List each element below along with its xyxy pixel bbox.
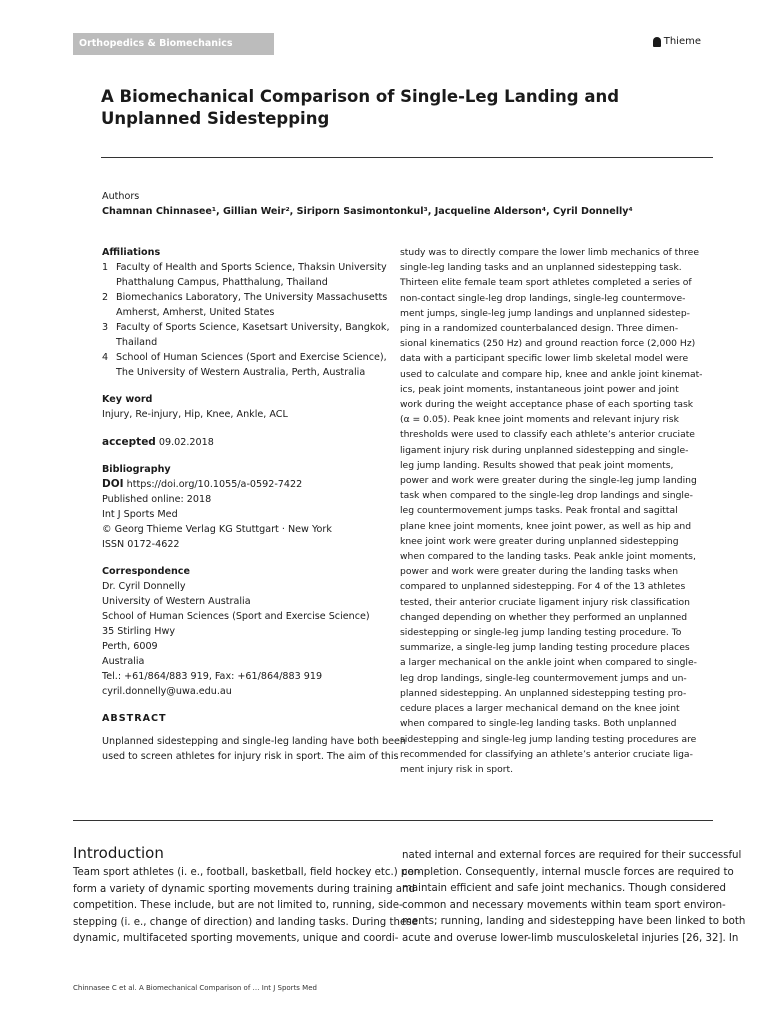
abstract-line: thresholds were used to classify each athlete’s anterior cruciate: [400, 429, 695, 441]
abstract-heading: ABSTRACT: [102, 713, 167, 724]
paragraph-line: maintain efficient and safe joint mechanics. Though considered: [402, 883, 726, 894]
paragraph-line: dynamic, multifaceted sporting movements, unique and coordi-: [73, 933, 399, 944]
abstract-line: study was to directly compare the lower limb mechanics of three: [400, 247, 699, 258]
abstract-line: ment jumps, single-leg jump landings and unplanned sidestep-: [400, 307, 690, 319]
affiliation-number: 3: [102, 322, 109, 333]
published-line: Published online: 2018: [102, 494, 212, 505]
abstract-line: when compared to single-leg landing tasks. Both unplanned: [400, 718, 677, 730]
abstract-line: ics, peak joint moments, instantaneous joint power and joint: [400, 383, 679, 395]
paragraph-line: form a variety of dynamic sporting movements during training and: [73, 883, 415, 895]
abstract-line: knee joint work were greater during unplanned sidestepping: [400, 535, 679, 547]
affiliation-text: Biomechanics Laboratory, The University Massachusetts: [116, 292, 388, 303]
abstract-line: work during the weight acceptance phase of each sporting task: [400, 399, 694, 411]
authors-block: [102, 189, 702, 219]
abstract-line: single-leg landing tasks and an unplanned sidestepping task.: [400, 262, 682, 274]
abstract-line: cedure places a larger mechanical demand on the knee joint: [400, 703, 680, 715]
affiliation-number: 2: [102, 292, 109, 303]
publisher-name: Thieme: [663, 36, 701, 47]
abstract-line: Thirteen elite female team sport athletes completed a series of: [400, 277, 692, 289]
journal-line: Int J Sports Med: [102, 509, 178, 520]
accepted-date: 09.02.2018: [158, 437, 214, 448]
abstract-line: a larger mechanical on the ankle joint when compared to single-: [400, 657, 697, 669]
paragraph-line: common and necessary movements within team sport environ-: [402, 899, 726, 911]
abstract-text-right: [400, 245, 703, 777]
accepted-label: accepted: [102, 436, 156, 448]
title-rule: [101, 157, 713, 158]
affiliation-item: [102, 350, 387, 380]
authors-label: Authors: [102, 191, 140, 202]
abstract-line: power and work were greater during the landing tasks when: [400, 566, 679, 578]
affiliation-number: 1: [102, 262, 109, 273]
affiliation-number: 4: [102, 352, 109, 363]
abstract-line: ligament injury risk during unplanned sidestepping and single-: [400, 444, 689, 456]
affiliation-text: Thailand: [116, 337, 158, 348]
section-header-bar: [73, 33, 274, 55]
keyword-label: Key word: [102, 394, 153, 405]
paragraph-line: nated internal and external forces are required for their successful: [402, 850, 742, 861]
thieme-icon: [653, 37, 661, 47]
abstract-line: compared to unplanned sidestepping. For 4 of the 13 athletes: [400, 581, 686, 593]
section-label: Orthopedics & Biomechanics: [79, 38, 233, 49]
abstract-line: changed depending on whether they performed an unplanned: [400, 611, 688, 623]
affiliations-list: [102, 260, 390, 380]
abstract-line: power and work were greater during the single-leg jump landing: [400, 475, 697, 487]
keyword-text: Injury, Re-injury, Hip, Knee, Ankle, ACL: [102, 409, 288, 420]
abstract-line: planned sidestepping. An unplanned sidestepping testing pro-: [400, 687, 687, 699]
affiliation-text: Phatthalung Campus, Phatthalung, Thailand: [116, 277, 328, 288]
article-info-column: [102, 245, 407, 764]
abstract-text-left: [102, 734, 407, 764]
abstract-line: plane knee joint moments, knee joint power, as well as hip and: [400, 520, 692, 532]
correspondence-email[interactable]: cyril.donnelly@uwa.edu.au: [102, 686, 232, 697]
doi-line: [102, 477, 384, 492]
abstract-line: leg jump landing. Results showed that peak joint moments,: [400, 459, 674, 471]
correspondence-line: University of Western Australia: [102, 596, 251, 607]
publisher-logo: [653, 36, 701, 47]
doi-link[interactable]: https://doi.org/10.1055/a-0592-7422: [126, 479, 303, 490]
affiliation-item: [102, 290, 388, 320]
abstract-line: sidestepping and single-leg jump landing testing procedures are: [400, 733, 697, 745]
paragraph-line: acute and overuse lower-limb musculoskeletal injuries [26, 32]. In: [402, 932, 739, 944]
authors-names: Chamnan Chinnasee¹, Gillian Weir², Siriporn Sasimontonkul³, Jacqueline Alderson⁴, Cyril Donnelly⁴: [102, 206, 633, 217]
abstract-line: leg countermovement jumps tasks. Peak frontal and sagittal: [400, 505, 678, 517]
correspondence-line: 35 Stirling Hwy: [102, 626, 176, 637]
abstract-line: ping in a randomized counterbalanced design. Three dimen-: [400, 323, 679, 335]
accepted-line: [102, 435, 384, 450]
affiliation-item: [102, 320, 390, 350]
abstract-line: used to calculate and compare hip, knee and ankle joint kinemat-: [400, 368, 703, 380]
introduction-text-right: [402, 848, 746, 947]
issn-line: ISSN 0172-4622: [102, 539, 180, 550]
bibliography-label: Bibliography: [102, 464, 171, 475]
abstract-line: ment injury risk in sport.: [400, 763, 514, 775]
abstract-line: data with a participant specific lower limb skeletal model were: [400, 353, 689, 365]
abstract-line: leg drop landings, single-leg countermovement jumps and un-: [400, 672, 687, 684]
affiliation-text: School of Human Sciences (Sport and Exercise Science),: [116, 352, 387, 363]
section-rule: [73, 820, 713, 821]
affiliations-label: Affiliations: [102, 247, 161, 258]
doi-label: DOI: [102, 478, 124, 490]
paragraph-line: Team sport athletes (i. e., football, basketball, field hockey etc.) per-: [73, 867, 421, 878]
page-footer: Chinnasee C et al. A Biomechanical Comparison of … Int J Sports Med: [73, 984, 317, 992]
abstract-line: Unplanned sidestepping and single-leg landing have both been: [102, 736, 407, 747]
correspondence-line: Australia: [102, 656, 145, 667]
abstract-line: sidestepping or single-leg jump landing testing procedure. To: [400, 627, 682, 639]
correspondence-line: School of Human Sciences (Sport and Exercise Science): [102, 611, 370, 622]
abstract-line: summarize, a single-leg jump landing testing procedure places: [400, 642, 690, 654]
affiliation-item: [102, 260, 387, 290]
affiliation-text: Faculty of Health and Sports Science, Thaksin University: [116, 262, 387, 273]
abstract-line: task when compared to the single-leg drop landings and single-: [400, 490, 693, 502]
affiliation-text: Faculty of Sports Science, Kasetsart University, Bangkok,: [116, 322, 390, 333]
copyright-line: © Georg Thieme Verlag KG Stuttgart · New York: [102, 524, 332, 535]
abstract-line: recommended for classifying an athlete’s anterior cruciate liga-: [400, 748, 693, 760]
paragraph-line: completion. Consequently, internal muscle forces are required to: [402, 866, 734, 878]
correspondence-line: Perth, 6009: [102, 641, 158, 652]
paragraph-line: competition. These include, but are not limited to, running, side-: [73, 900, 403, 911]
paragraph-line: stepping (i. e., change of direction) and landing tasks. During these: [73, 916, 418, 928]
abstract-line: sional kinematics (250 Hz) and ground reaction force (2,000 Hz): [400, 338, 696, 350]
abstract-line: (α = 0.05). Peak knee joint moments and relevant injury risk: [400, 414, 679, 426]
abstract-line: used to screen athletes for injury risk in sport. The aim of this: [102, 751, 399, 762]
paragraph-line: ments; running, landing and sidestepping have been linked to both: [402, 916, 746, 927]
introduction-text-left: [73, 865, 421, 948]
correspondence-label: Correspondence: [102, 566, 190, 577]
article-title: A Biomechanical Comparison of Single-Leg Landing and Unplanned Sidestepping: [101, 87, 620, 128]
affiliation-text: Amherst, Amherst, United States: [116, 307, 275, 318]
correspondence-line: Tel.: +61/864/883 919, Fax: +61/864/883 919: [102, 671, 323, 682]
abstract-line: when compared to the landing tasks. Peak ankle joint moments,: [400, 551, 696, 563]
introduction-heading: Introduction: [73, 844, 164, 862]
abstract-line: tested, their anterior cruciate ligament injury risk classification: [400, 596, 690, 608]
affiliation-text: The University of Western Australia, Perth, Australia: [116, 367, 366, 378]
correspondence-line: Dr. Cyril Donnelly: [102, 581, 186, 592]
abstract-line: non-contact single-leg drop landings, single-leg countermove-: [400, 292, 686, 304]
